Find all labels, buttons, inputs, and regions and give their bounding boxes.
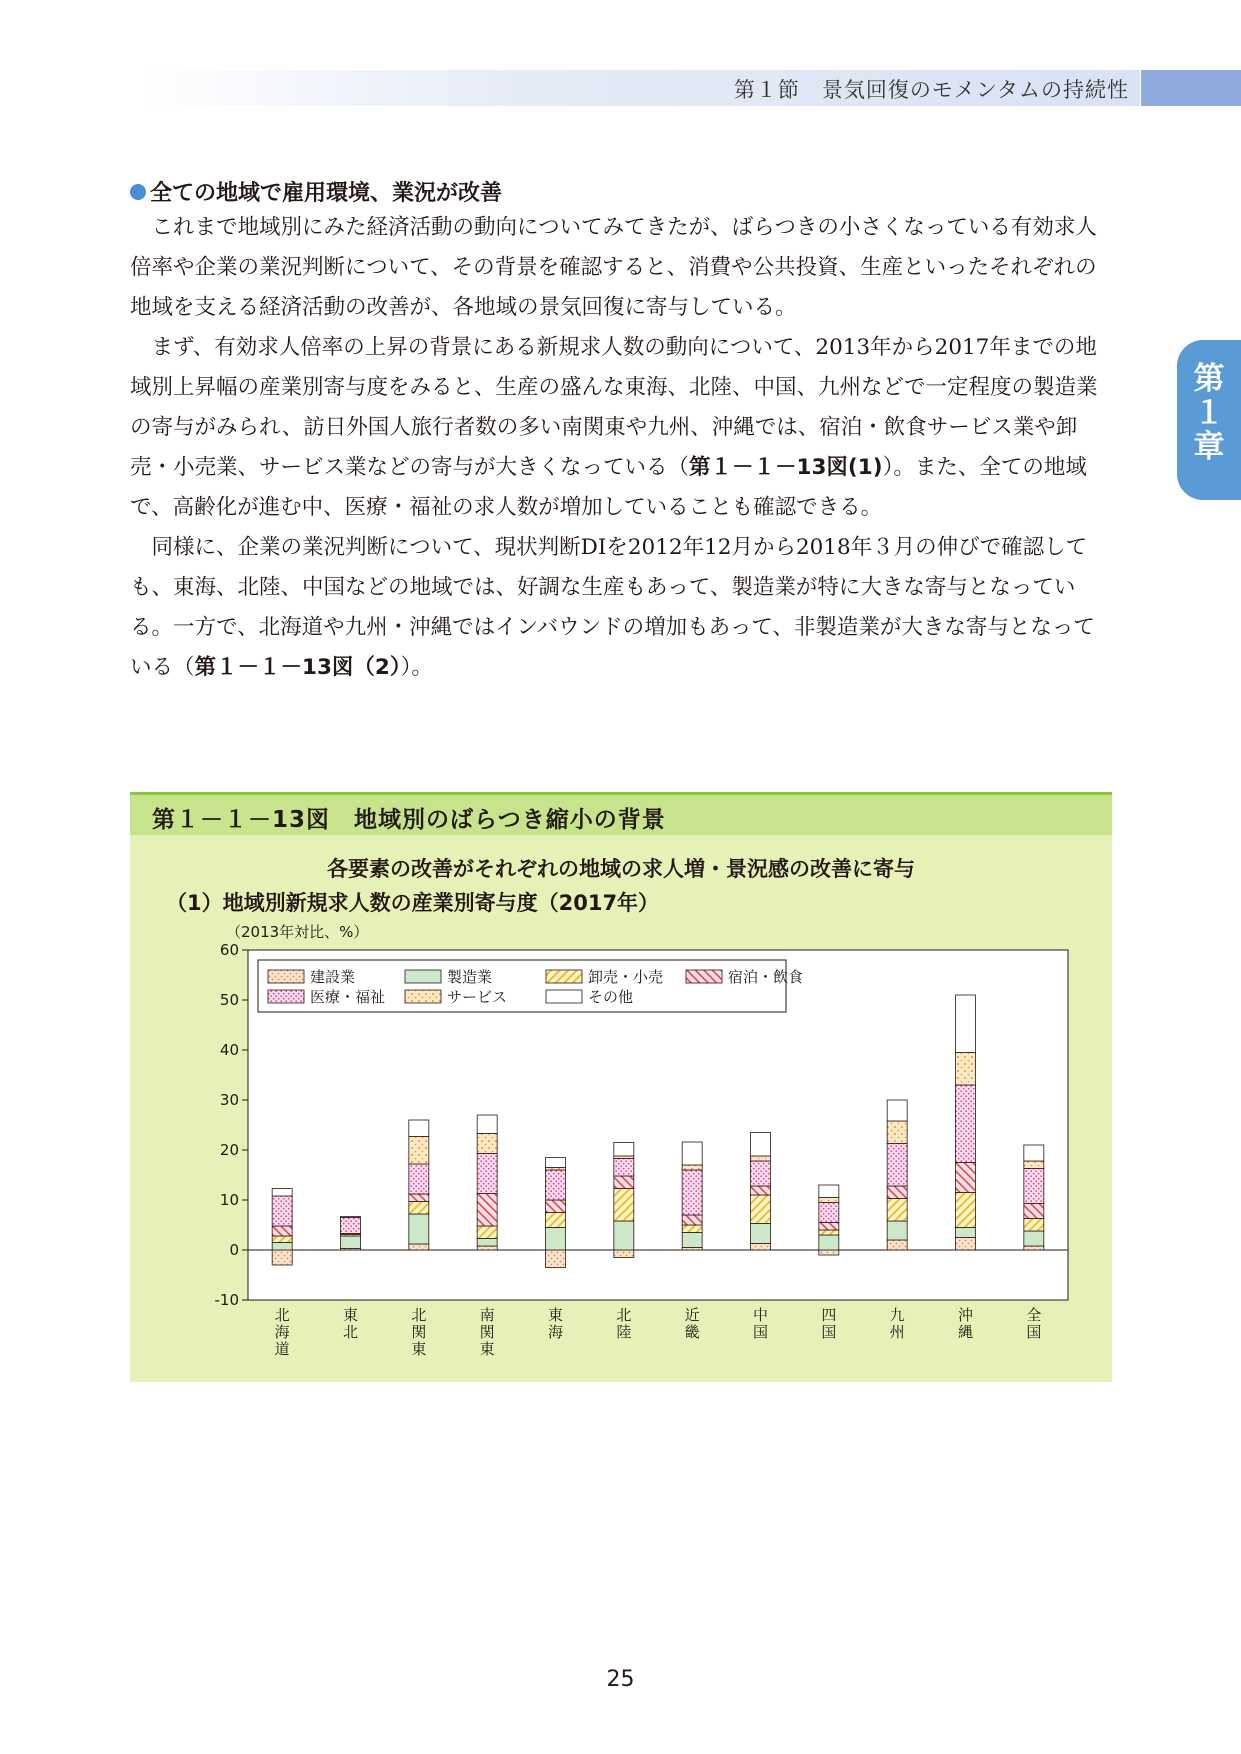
bar-segment bbox=[614, 1159, 634, 1177]
x-tick-label: 東海 bbox=[547, 1306, 564, 1341]
bar-segment bbox=[682, 1225, 702, 1233]
legend-swatch bbox=[405, 990, 441, 1003]
bar-segment bbox=[409, 1137, 429, 1165]
bar-segment bbox=[272, 1243, 292, 1251]
legend-label: 卸売・小売 bbox=[588, 968, 664, 986]
bar-segment bbox=[887, 1240, 907, 1250]
bar-segment bbox=[477, 1154, 497, 1194]
bar-segment bbox=[477, 1134, 497, 1154]
bar-segment bbox=[272, 1189, 292, 1197]
bar-segment bbox=[1024, 1169, 1044, 1204]
bar-segment bbox=[751, 1186, 771, 1195]
bar-segment bbox=[341, 1236, 361, 1249]
bar-segment bbox=[956, 1085, 976, 1163]
x-tick-label: 北関東 bbox=[411, 1306, 427, 1358]
stacked-bar-chart bbox=[130, 915, 1112, 1375]
bar-segment bbox=[477, 1115, 497, 1134]
bar-segment bbox=[546, 1228, 566, 1251]
bar-segment bbox=[1024, 1219, 1044, 1232]
y-unit-label: （2013年対比、%） bbox=[226, 923, 369, 941]
chapter-label: 第１章 bbox=[1193, 361, 1225, 465]
x-tick-label: 四国 bbox=[821, 1306, 837, 1341]
legend-label: 医療・福祉 bbox=[310, 988, 386, 1006]
bar-segment bbox=[1024, 1246, 1044, 1250]
bar-segment bbox=[341, 1217, 361, 1218]
x-tick-label: 沖縄 bbox=[957, 1306, 974, 1341]
bar-segment bbox=[272, 1250, 292, 1265]
bar-segment bbox=[682, 1165, 702, 1170]
body-text bbox=[130, 208, 1112, 688]
bar-segment bbox=[751, 1195, 771, 1224]
bar-segment bbox=[956, 995, 976, 1053]
paragraph-1: これまで地域別にみた経済活動の動向についてみてきたが、ばらつきの小さくなっている有効求人倍率や企業の業況判断について、その背景を確認すると、消費や公共投資、生産といったそれぞれの地域を支える経済活動の改善が、各地域の景気回復に寄与している。 bbox=[130, 215, 1097, 320]
y-tick-label: 40 bbox=[219, 1041, 239, 1059]
bar-segment bbox=[272, 1226, 292, 1236]
bar-segment bbox=[819, 1250, 839, 1255]
x-tick-label: 全国 bbox=[1026, 1306, 1042, 1341]
bar-segment bbox=[887, 1144, 907, 1187]
legend-swatch bbox=[268, 970, 304, 983]
figure-title: 第１－１－13図 地域別のばらつき縮小の背景 bbox=[152, 807, 666, 833]
bar-segment bbox=[887, 1186, 907, 1199]
bar-segment bbox=[682, 1215, 702, 1225]
bar-segment bbox=[887, 1121, 907, 1144]
legend-label: サービス bbox=[447, 988, 508, 1006]
bar-segment bbox=[546, 1158, 566, 1168]
bar-segment bbox=[819, 1198, 839, 1203]
bar-segment bbox=[614, 1221, 634, 1250]
bar-segment bbox=[956, 1163, 976, 1193]
page-number: 25 bbox=[606, 1667, 635, 1692]
y-tick-label: 10 bbox=[219, 1191, 239, 1209]
legend-label: 製造業 bbox=[447, 968, 493, 986]
bar-segment bbox=[409, 1164, 429, 1194]
figure-reference: 第１－１－13図（2） bbox=[194, 655, 401, 680]
x-tick-label: 九州 bbox=[889, 1306, 905, 1341]
y-tick-label: 0 bbox=[229, 1241, 239, 1259]
bar-segment bbox=[614, 1143, 634, 1157]
paragraph-2-text: まず、有効求人倍率の上昇の背景にある新規求人数の動向について、2013年から2017年までの地域別上昇幅の産業別寄与度をみると、生産の盛んな東海、北陸、中国、九州などで一定程度の製造業の寄与がみられ、訪日外国人旅行者数の多い南関東や九州、沖縄では、宿泊・飲食サービス業や卸売・小売業、サービス業などの寄与が大きくなっている（ bbox=[130, 335, 1098, 480]
legend-label: 宿泊・飲食 bbox=[728, 968, 804, 986]
figure-panel-title: （1）地域別新規求人数の産業別寄与度（2017年） bbox=[166, 891, 660, 915]
bar-segment bbox=[409, 1120, 429, 1137]
bar-segment bbox=[751, 1224, 771, 1244]
x-tick-label: 北陸 bbox=[616, 1306, 632, 1341]
y-tick-label: 30 bbox=[219, 1091, 239, 1109]
bar-segment bbox=[614, 1176, 634, 1189]
bar-segment bbox=[272, 1196, 292, 1226]
bar-segment bbox=[546, 1200, 566, 1213]
y-tick-label: 60 bbox=[219, 941, 239, 959]
bar-segment bbox=[751, 1133, 771, 1157]
bar-segment bbox=[409, 1244, 429, 1250]
bar-segment bbox=[341, 1218, 361, 1234]
bar-segment bbox=[682, 1142, 702, 1165]
bar-segment bbox=[477, 1246, 497, 1250]
bar-segment bbox=[1024, 1161, 1044, 1169]
bar-segment bbox=[751, 1244, 771, 1251]
bar-segment bbox=[887, 1221, 907, 1240]
bar-segment bbox=[819, 1203, 839, 1223]
bar-segment bbox=[956, 1193, 976, 1228]
bar-segment bbox=[751, 1156, 771, 1161]
bar-segment bbox=[887, 1199, 907, 1222]
x-tick-label: 中国 bbox=[752, 1306, 769, 1341]
x-tick-label: 北海道 bbox=[274, 1306, 290, 1358]
paragraph-3-tail: ）。 bbox=[400, 655, 433, 680]
bar-segment bbox=[1024, 1204, 1044, 1219]
legend-label: 建設業 bbox=[310, 968, 356, 986]
figure-subtitle: 各要素の改善がそれぞれの地域の求人増・景況感の改善に寄与 bbox=[327, 857, 915, 881]
bar-segment bbox=[546, 1170, 566, 1200]
bar-segment bbox=[819, 1235, 839, 1250]
running-header: 第１節 景気回復のモメンタムの持続性 bbox=[733, 78, 1129, 102]
bar-segment bbox=[614, 1189, 634, 1222]
bar-segment bbox=[751, 1161, 771, 1186]
bar-segment bbox=[682, 1233, 702, 1248]
bar-segment bbox=[1024, 1231, 1044, 1246]
legend-swatch bbox=[546, 990, 582, 1003]
bar-segment bbox=[272, 1236, 292, 1243]
legend-swatch bbox=[268, 990, 304, 1003]
paragraph-3 bbox=[130, 528, 1112, 688]
paragraph-2-tail: ）。また、全ての地域で、高齢化が進む中、医療・福祉の求人数が増加していることも確認できる。 bbox=[130, 455, 1087, 520]
bar-segment bbox=[887, 1100, 907, 1121]
legend-swatch bbox=[405, 970, 441, 983]
section-heading bbox=[130, 176, 502, 207]
header-tab bbox=[1141, 70, 1241, 106]
bar-segment bbox=[409, 1202, 429, 1215]
x-tick-label: 近畿 bbox=[684, 1306, 700, 1341]
paragraph-2 bbox=[130, 328, 1112, 528]
bar-segment bbox=[546, 1250, 566, 1268]
bar-segment bbox=[614, 1250, 634, 1258]
bar-segment bbox=[956, 1238, 976, 1251]
bar-segment bbox=[956, 1053, 976, 1086]
bar-segment bbox=[477, 1239, 497, 1247]
bar-segment bbox=[1024, 1145, 1044, 1161]
y-tick-label: 20 bbox=[219, 1141, 239, 1159]
bar-segment bbox=[477, 1194, 497, 1227]
legend-label: その他 bbox=[588, 988, 634, 1006]
legend-swatch bbox=[686, 970, 722, 983]
bar-segment bbox=[956, 1228, 976, 1238]
figure-reference: 第１－１－13図(1) bbox=[689, 455, 883, 480]
bar-segment bbox=[819, 1230, 839, 1235]
legend-swatch bbox=[546, 970, 582, 983]
bar-segment bbox=[682, 1170, 702, 1215]
y-tick-label: -10 bbox=[214, 1291, 239, 1309]
section-heading-text: 全ての地域で雇用環境、業況が改善 bbox=[150, 181, 503, 206]
x-axis-labels bbox=[275, 1306, 1042, 1358]
bullet-icon bbox=[130, 184, 146, 200]
figure-box bbox=[130, 792, 1112, 1382]
chapter-tab bbox=[1177, 340, 1241, 500]
legend bbox=[258, 960, 803, 1012]
paragraph-3-text: 同様に、企業の業況判断について、現状判断DIを2012年12月から2018年３月の伸びで確認しても、東海、北陸、中国などの地域では、好調な生産もあって、製造業が特に大きな寄与となっている。一方で、北海道や九州・沖縄ではインバウンドの増加もあって、非製造業が大きな寄与となっている（ bbox=[130, 535, 1095, 680]
bar-segment bbox=[409, 1214, 429, 1244]
figure-titlebar bbox=[130, 795, 1112, 835]
bar-segment bbox=[546, 1213, 566, 1228]
x-tick-label: 東北 bbox=[342, 1306, 359, 1341]
x-tick-label: 南関東 bbox=[479, 1306, 495, 1358]
bar-segment bbox=[819, 1185, 839, 1198]
bar-segment bbox=[477, 1226, 497, 1239]
bar-segment bbox=[819, 1223, 839, 1231]
y-tick-label: 50 bbox=[219, 991, 239, 1009]
bar-segment bbox=[409, 1194, 429, 1202]
